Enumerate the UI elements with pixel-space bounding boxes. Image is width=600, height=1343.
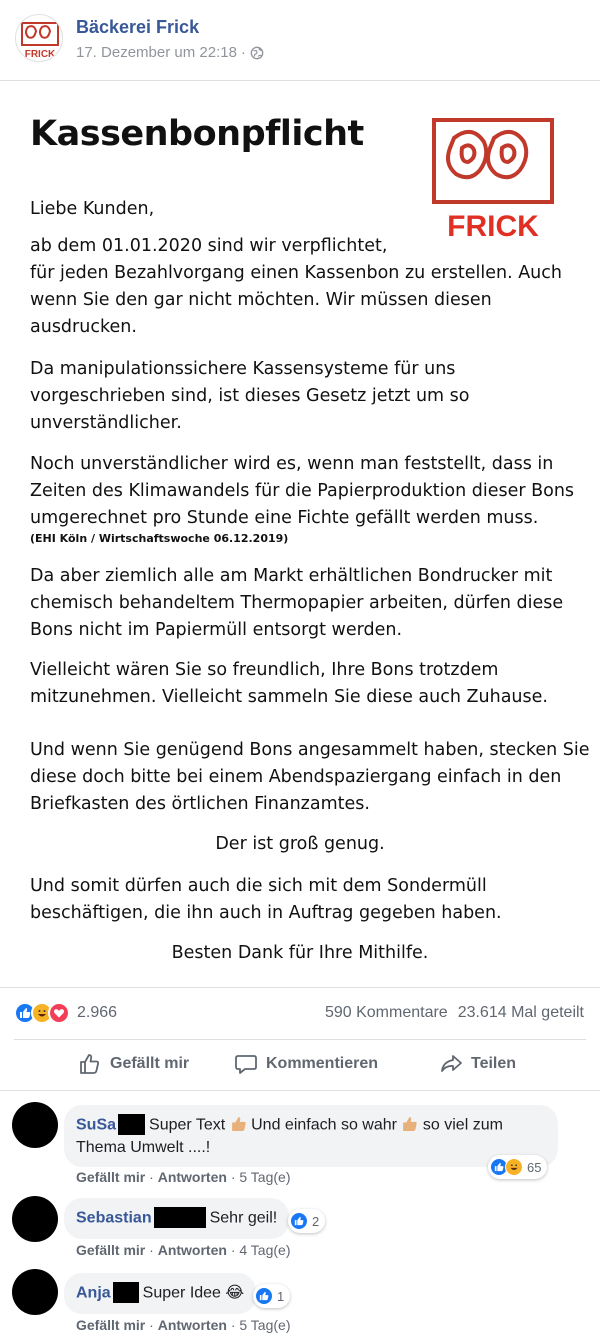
share-button[interactable] <box>439 1052 516 1076</box>
comment-actions: Gefällt mir · Antworten · 4 Tag(e) <box>76 1242 291 1258</box>
meta-separator: · <box>240 44 246 61</box>
comment-icon <box>234 1052 258 1076</box>
reaction-summary[interactable] <box>14 1002 117 1024</box>
doc-paragraph-2: Da manipulationssichere Kassensysteme für uns vorgeschrieben sind, ist dieses Gesetz jetzt um so unverständlicher. <box>30 359 470 433</box>
svg-text:FRICK: FRICK <box>447 210 539 240</box>
globe-icon[interactable] <box>250 46 264 60</box>
thumbs-up-icon <box>78 1052 102 1076</box>
post-image-document[interactable] <box>0 81 600 987</box>
post-timestamp[interactable]: 17. Dezember um 22:18 <box>76 44 237 61</box>
like-reaction-icon <box>290 1212 308 1230</box>
doc-paragraph-8: Und somit dürfen auch die sich mit dem Sondermüll beschäftigen, die ihn auch in Auftrag gegeben haben. <box>30 876 502 923</box>
comment-like-link[interactable]: Gefällt mir <box>76 1317 146 1333</box>
post-meta <box>76 44 264 61</box>
comment-age[interactable]: 5 Tag(e) <box>239 1169 291 1185</box>
doc-paragraph-6: Und wenn Sie genügend Bons angesammelt haben, stecken Sie diese doch bitte bei einem Abendspaziergang einfach in den Briefkasten des örtlichen Finanzamtes. <box>30 740 590 814</box>
comment-reactions[interactable] <box>288 1209 325 1233</box>
comment-avatar[interactable] <box>12 1102 58 1148</box>
comment-reply-link[interactable]: Antworten <box>157 1242 227 1258</box>
actions-divider <box>0 1090 600 1091</box>
doc-closing: Besten Dank für Ihre Mithilfe. <box>171 943 429 963</box>
doc-paragraph-3: Noch unverständlicher wird es, wenn man feststellt, dass in Zeiten des Klimawandels für die Papierproduktion dieser Bons umgerechnet pro Stunde eine Fichte gefällt werden muss. <box>30 454 575 528</box>
doc-title: Kassenbonpflicht <box>30 114 364 154</box>
page-avatar[interactable] <box>15 14 63 62</box>
doc-paragraph-5: Vielleicht wären Sie so freundlich, Ihre Bons trotzdem mitzunehmen. Vielleicht sammeln Sie diese auch Zuhause. <box>30 660 548 707</box>
bakery-logo-icon <box>432 118 554 240</box>
comment-reply-link[interactable]: Antworten <box>157 1317 227 1333</box>
comment-reactions[interactable] <box>488 1155 547 1179</box>
comment-like-link[interactable]: Gefällt mir <box>76 1169 146 1185</box>
thumbs-up-emoji-icon <box>401 1115 418 1132</box>
post-stats <box>325 1004 584 1022</box>
image-divider <box>0 987 600 988</box>
doc-source-note: (EHI Köln / Wirtschaftswoche 06.12.2019) <box>30 532 289 545</box>
comment-bubble: Anja Super Idee 😂 <box>64 1273 256 1314</box>
frick-logo-icon <box>16 15 63 62</box>
svg-text:FRICK: FRICK <box>24 49 56 60</box>
comment-bubble: SuSa Super Text Und einfach so wahr so viel zum Thema Umwelt ....! <box>64 1105 558 1167</box>
redaction-bar <box>118 1114 145 1135</box>
like-reaction-icon <box>255 1287 273 1305</box>
redaction-bar <box>113 1282 139 1303</box>
share-button-label: Teilen <box>471 1055 517 1072</box>
comment-count[interactable]: 590 Kommentare <box>324 1004 448 1021</box>
share-icon <box>439 1052 463 1076</box>
comment-bubble: Sebastian Sehr geil! <box>64 1198 289 1239</box>
share-count[interactable]: 23.614 Mal geteilt <box>457 1004 584 1021</box>
comment-author[interactable]: Anja <box>76 1284 111 1302</box>
haha-reaction-icon <box>505 1158 523 1176</box>
comment-reaction-count: 65 <box>527 1159 542 1175</box>
comment-reaction-count: 1 <box>277 1288 285 1304</box>
comment-reaction-count: 2 <box>312 1213 320 1229</box>
comment-like-link[interactable]: Gefällt mir <box>76 1242 146 1258</box>
like-button-label: Gefällt mir <box>110 1055 190 1072</box>
like-button[interactable] <box>78 1052 189 1076</box>
redaction-bar <box>154 1207 206 1228</box>
comment-button-label: Kommentieren <box>266 1055 379 1072</box>
comment-age[interactable]: 4 Tag(e) <box>239 1242 291 1258</box>
post-header <box>0 0 600 80</box>
doc-paragraph-1: ab dem 01.01.2020 sind wir verpflichtet, für jeden Bezahlvorgang einen Kassenbon zu erstellen. Auch wenn Sie den gar nicht möchten. Wir müssen diesen ausdrucken. <box>30 236 562 337</box>
comment-avatar[interactable] <box>12 1196 58 1242</box>
doc-paragraph-7: Der ist groß genug. <box>215 834 385 854</box>
comment-actions: Gefällt mir · Antworten · 5 Tag(e) <box>76 1317 291 1333</box>
reaction-count[interactable]: 2.966 <box>77 1004 118 1021</box>
page-name[interactable]: Bäckerei Frick <box>76 17 200 37</box>
comment-button[interactable] <box>234 1052 378 1076</box>
comment-author[interactable]: Sebastian <box>76 1209 152 1227</box>
doc-paragraph-4: Da aber ziemlich alle am Markt erhältlichen Bondrucker mit chemisch behandeltem Thermopapier arbeiten, dürfen diese Bons nicht im Papiermüll entsorgt werden. <box>30 566 564 640</box>
thumbs-up-emoji-icon <box>230 1115 247 1132</box>
comment-reactions[interactable] <box>253 1284 290 1308</box>
comment-age[interactable]: 5 Tag(e) <box>239 1317 291 1333</box>
comment-author[interactable]: SuSa <box>76 1116 117 1134</box>
post-action-bar <box>0 1040 600 1090</box>
love-reaction-icon <box>48 1002 70 1024</box>
doc-greeting: Liebe Kunden, <box>30 199 155 219</box>
comment-avatar[interactable] <box>12 1269 58 1315</box>
comment-actions: Gefällt mir · Antworten · 5 Tag(e) <box>76 1169 291 1185</box>
comment-reply-link[interactable]: Antworten <box>157 1169 227 1185</box>
